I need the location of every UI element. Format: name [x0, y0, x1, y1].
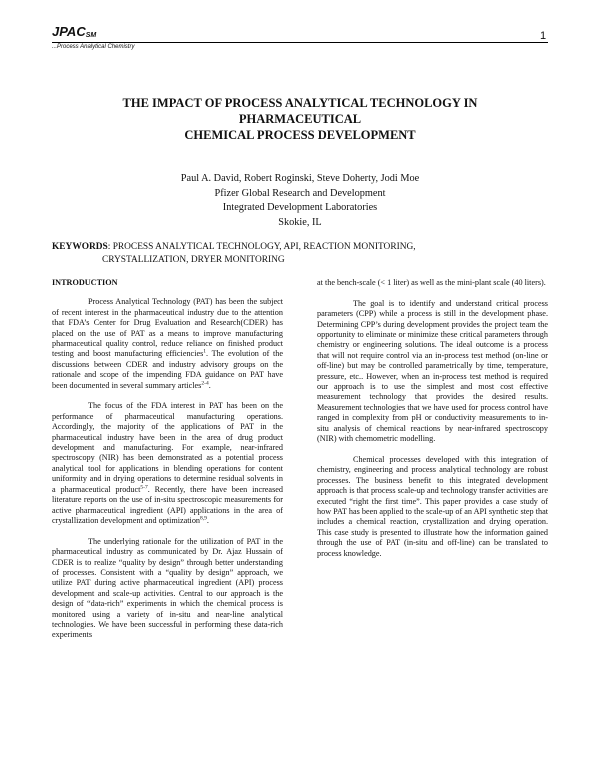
- journal-subtitle: ...Process Analytical Chemistry: [52, 44, 135, 50]
- paragraph-5: Chemical processes developed with this integration of chemistry, engineering and process analytical technology are robust processes. The business benefit to this integrated development approach is that process scale-up and technology transfer activities are executed “right the first time”. This paper provides a case study of how PAT has been applied to the scale-up of an API synthetic step that includes a chemical reaction, crystallization and drying operation. This case study is presented to illustrate how the information gained through the use of PAT (in-situ and off-line) can be translated to process knowledge.: [317, 454, 548, 558]
- author-names: Paul A. David, Robert Roginski, Steve Doherty, Jodi Moe: [180, 173, 420, 184]
- paragraph-3: The underlying rationale for the utilization of PAT in the pharmaceutical industry as communicated by Dr. Ajaz Hussain of CDER is to realize “quality by design” through better understanding of processes. Consistent with a “quality by design” approach, we utilize PAT during active pharmaceutical ingredient (API) process development and scale-up activities. Central to our approach is the design of “data-rich” experiments in which the chemical process is monitored using a variety of in-situ and near-line analytical technologies. We have been successful in performing these data-rich experiments: [52, 536, 283, 640]
- paragraph-2: The focus of the FDA interest in PAT has been on the performance of pharmaceutical manufacturing operations. Accordingly, the majority of the applications of PAT in the pharmaceutical industry have been in the area of drug product development and manufacturing. For example, near-infrared spectroscopy (NIR) has been demonstrated as a potential process analytical tool for applications in blending operations for content uniformity and in drying operations to determine residual solvents in a pharmaceutical product$^{5-7}$. Recently, there have been increased literature reports on the use of in-situ spectroscopic measurements for active pharmaceutical ingredient (API) applications in the area of crystallization development and optimization$^{8,9}$.: [52, 401, 283, 525]
- paragraph-4: The goal is to identify and understand critical process parameters (CPP) while a process is still in the development phase. Determining CPP’s during development provides the project team the opportunity to eliminate or minimize these critical parameters through chemistry or engineering solutions. The ideal outcome is a process that will not require control via an in-process test method (on-line or off-line) but may be controlled parametrically by time, temperature, pressure, etc.. However, when an in-process test method is required our approach is to use the simplest and most cost effective measurement technology that provides the desired results. Measurement technologies that we have used for process control have ranged in complexity from pH or conductivity measurements to in-situ analysis of chemical reactions by near-infrared spectroscopy (NIR) with chemometric modelling.: [317, 298, 548, 444]
- author-block: [60, 172, 540, 230]
- journal-suffix: SM: [85, 32, 97, 39]
- citation-8-9: 8,9: [200, 515, 207, 522]
- paragraph-3-continued: at the bench-scale (< 1 liter) as well as the mini-plant scale (40 liters).: [317, 278, 546, 287]
- title-line-3: CHEMICAL PROCESS DEVELOPMENT: [184, 128, 416, 142]
- affiliation-location: Skokie, IL: [278, 216, 322, 228]
- citation-5-7: 5-7: [140, 483, 148, 490]
- paragraph-1: Process Analytical Technology (PAT) has been the subject of recent interest in the pharmaceutical industry due to the attention that FDA’s Center for Drug Evaluation and Research(CDER) has placed on the use of PAT as a means to improve manufacturing pharmaceutical quality control, reduce reliance on finished product testing and boost manufacturing efficiencies$^1$. The evolution of the discussions between CDER and industry advisory groups on the rationale and scope of the impending FDA guidance on PAT have been documented in several summary articles$^{2-4}$.: [52, 297, 283, 390]
- affiliation-2: Integrated Development Laboratories: [222, 202, 378, 213]
- right-column: [317, 278, 548, 569]
- citation-1: 1: [203, 348, 207, 355]
- header-rule: [52, 42, 548, 43]
- title-line-1: THE IMPACT OF PROCESS ANALYTICAL TECHNOLOGY IN: [122, 96, 478, 110]
- keywords-line-2: CRYSTALLIZATION, DRYER MONITORING: [102, 254, 285, 265]
- citation-2-4: 2-4: [201, 379, 209, 386]
- paper-title: [60, 95, 540, 143]
- section-heading-introduction: INTRODUCTION: [52, 278, 118, 287]
- keywords: [52, 241, 548, 266]
- page-number: 1: [540, 30, 547, 42]
- journal-name: $JPAC_{SM}$: [52, 24, 97, 39]
- affiliation-1: Pfizer Global Research and Development: [214, 187, 386, 199]
- keywords-line-1: : PROCESS ANALYTICAL TECHNOLOGY, API, REACTION MONITORING,: [107, 242, 416, 252]
- keywords-label: KEYWORDS: [52, 242, 108, 252]
- title-line-2: PHARMACEUTICAL: [238, 112, 362, 126]
- left-column: [52, 278, 283, 651]
